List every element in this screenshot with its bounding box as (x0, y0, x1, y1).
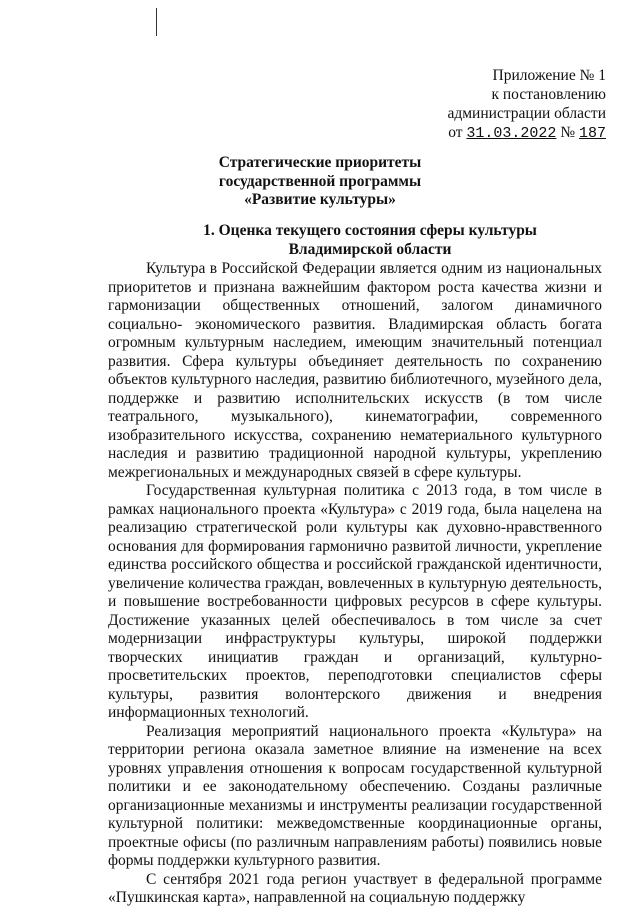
paragraph: Культура в Российской Федерации является одним из национальных приоритетов и признана важнейшим фактором роста качества жизни и гармонизации общественных отношений, залогом динамичного социально- экономического развития. Владимирская область богата огромным культурным наследием, имеющим значительный потенциал развития. Сфера культуры объединяет деятельность по сохранению объектов культурного наследия, развитию библиотечного, музейного дела, поддержке и развитию исполнительских искусств (в том числе театрального, музыкального), кинематографии, современного изобразительного искусства, сохранению нематериального культурного наследия и развитию традиционной народной культуры, укреплению межрегиональных и международных связей в сфере культуры. (108, 260, 602, 481)
appendix-number: Приложение № 1 (492, 67, 606, 84)
appendix-authority: администрации области (447, 105, 606, 122)
paragraph: Реализация мероприятий национального проекта «Культура» на территории региона оказала заметное влияние на изменение на всех уровнях управления отношения к вопросам государственной культурной политики и ее законодательному обеспечению. Созданы различные организационные механизмы и инструменты реализации государственной культурной политики: межведомственные координационные органы, проектные офисы (по различным направлениям работы) появились новые формы поддержки культурного развития. (108, 722, 602, 869)
title-line-3: «Развитие культуры» (244, 191, 396, 208)
section-heading-line-1: 1. Оценка текущего состояния сферы культуры (203, 222, 537, 239)
section-heading (140, 222, 600, 259)
appendix-resolution-ref: к постановлению (491, 86, 606, 103)
paragraph: С сентября 2021 года регион участвует в федеральной программе «Пушкинская карта», направленной на социальную поддержку (108, 870, 602, 906)
date-prefix: от (448, 124, 463, 141)
appendix-header (447, 66, 606, 143)
number-prefix: № (560, 124, 576, 141)
scan-artifact-line (156, 8, 157, 36)
paragraph: Государственная культурная политика с 2013 года, в том числе в рамках национального проекта «Культура» с 2019 года, была нацелена на реализацию стратегической роли культуры как духовно-нравственного основания для формирования гармонично развитой личности, укрепление единства российского общества и российской гражданской идентичности, увеличение количества граждан, вовлеченных в культурную деятельность, и повышение востребованности цифровых ресурсов в сфере культуры. Достижение указанных целей обеспечивалось в том числе за счет модернизации инфраструктуры культуры, широкой поддержки творческих инициатив граждан и организаций, культурно-просветительских проектов, переподготовки специалистов сферы культуры, развития волонтерского движения и внедрения информационных технологий. (108, 482, 602, 721)
number-value: 187 (578, 125, 606, 142)
section-heading-line-2: Владимирской области (288, 240, 452, 258)
document-title (0, 154, 640, 210)
title-line-2: государственной программы (218, 172, 422, 190)
body-text (108, 260, 602, 908)
appendix-date-line (447, 123, 606, 143)
date-value: 31.03.2022 (466, 125, 557, 142)
title-line-1: Стратегические приоритеты (218, 154, 422, 171)
